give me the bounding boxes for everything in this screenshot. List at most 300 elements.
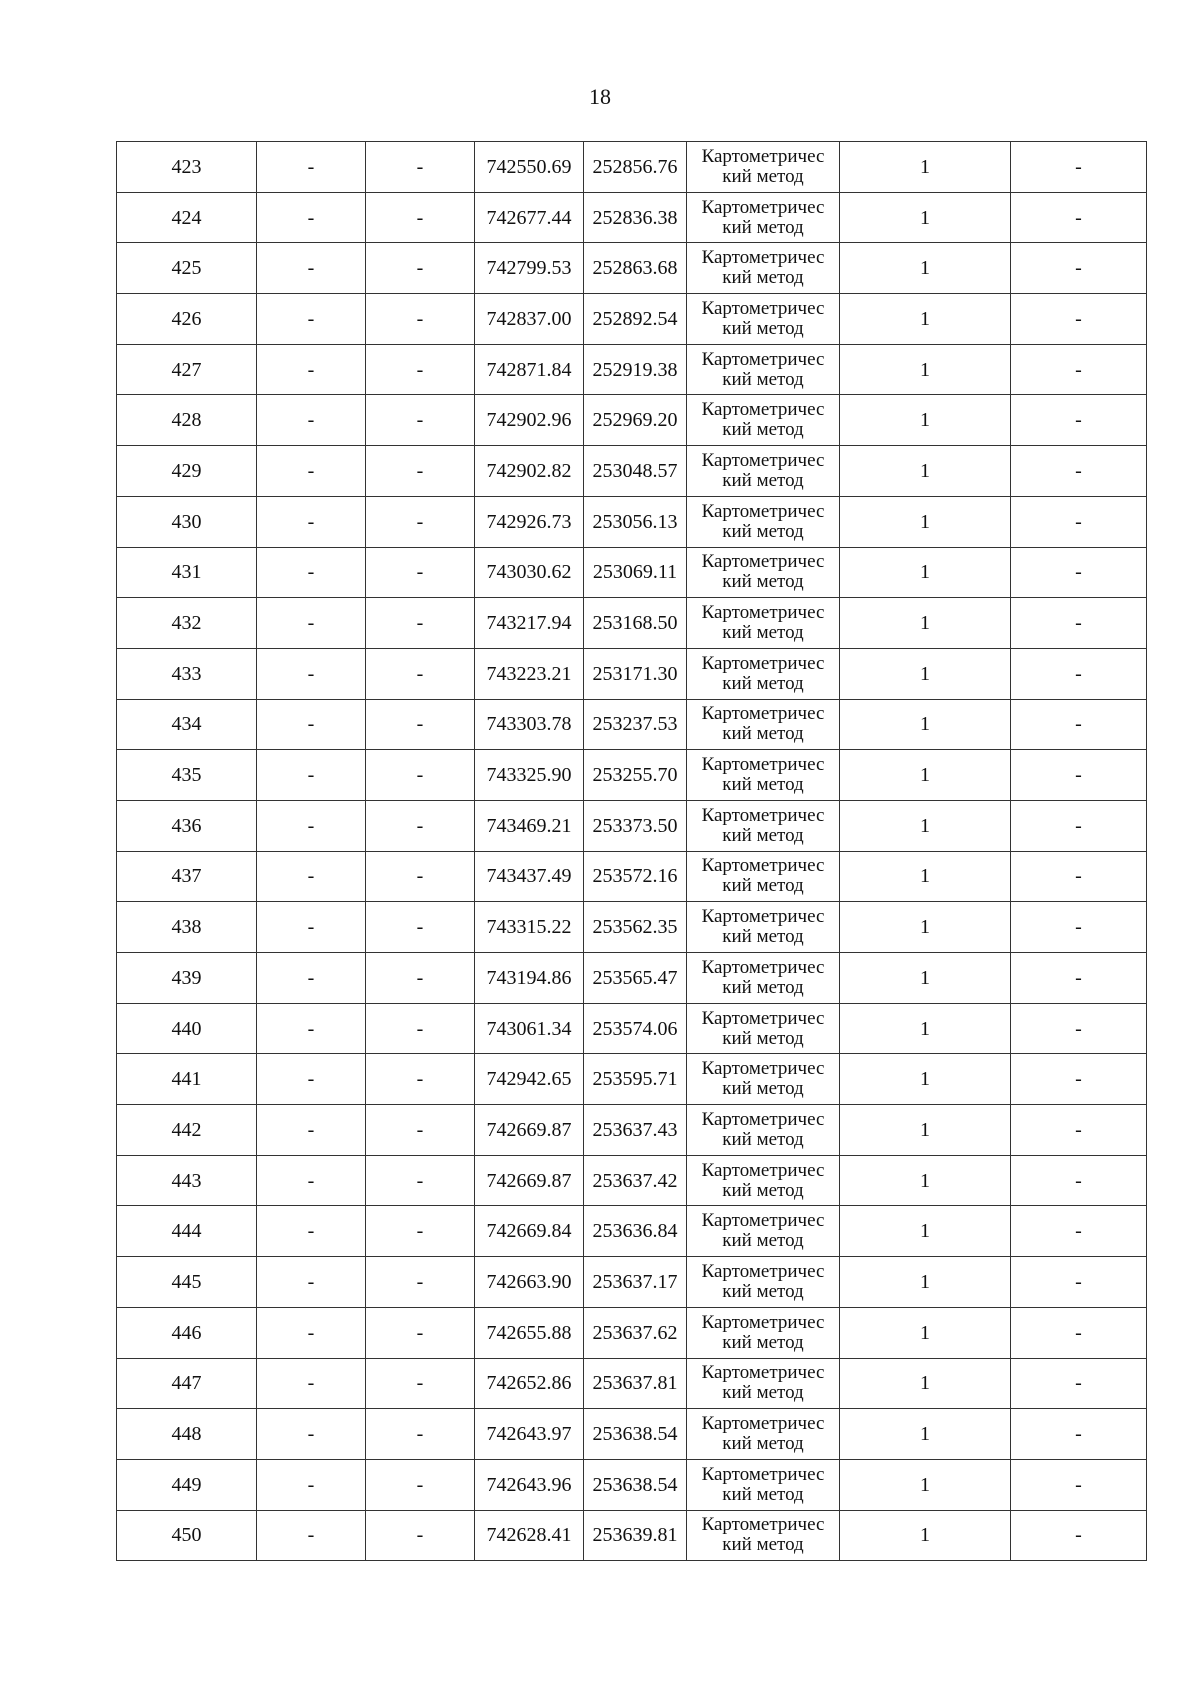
- empty-dash-cell: -: [1011, 192, 1147, 243]
- y-coordinate-cell: 252969.20: [584, 395, 687, 446]
- y-coordinate-cell: 253565.47: [584, 953, 687, 1004]
- point-number-cell: 446: [117, 1307, 257, 1358]
- empty-dash-cell: -: [257, 1105, 366, 1156]
- x-coordinate-cell: 743325.90: [475, 750, 584, 801]
- method-line-1: Картометричес: [701, 500, 825, 522]
- empty-dash-cell: -: [1011, 1358, 1147, 1409]
- accuracy-cell: 1: [840, 547, 1011, 598]
- method-line-1: Картометричес: [701, 1463, 825, 1485]
- x-coordinate-cell: 743194.86: [475, 953, 584, 1004]
- empty-dash-cell: -: [257, 294, 366, 345]
- accuracy-cell: 1: [840, 243, 1011, 294]
- empty-dash-cell: -: [1011, 243, 1147, 294]
- point-number-cell: 444: [117, 1206, 257, 1257]
- method-cell: [687, 800, 840, 851]
- empty-dash-cell: -: [366, 598, 475, 649]
- empty-dash-cell: -: [366, 1003, 475, 1054]
- empty-dash-cell: -: [1011, 446, 1147, 497]
- method-line-2: кий метод: [722, 875, 804, 897]
- table-row: [117, 598, 1147, 649]
- method-cell: [687, 648, 840, 699]
- x-coordinate-cell: 742926.73: [475, 496, 584, 547]
- method-line-1: Картометричес: [701, 1362, 825, 1384]
- x-coordinate-cell: 743469.21: [475, 800, 584, 851]
- method-cell: [687, 699, 840, 750]
- empty-dash-cell: -: [257, 851, 366, 902]
- empty-dash-cell: -: [1011, 1409, 1147, 1460]
- method-cell: [687, 294, 840, 345]
- accuracy-cell: 1: [840, 344, 1011, 395]
- method-cell: [687, 1307, 840, 1358]
- accuracy-cell: 1: [840, 1003, 1011, 1054]
- x-coordinate-cell: 742669.84: [475, 1206, 584, 1257]
- table-row: [117, 1409, 1147, 1460]
- empty-dash-cell: -: [257, 800, 366, 851]
- empty-dash-cell: -: [1011, 547, 1147, 598]
- method-line-1: Картометричес: [701, 348, 825, 370]
- method-cell: [687, 1003, 840, 1054]
- x-coordinate-cell: 742643.96: [475, 1459, 584, 1510]
- point-number-cell: 442: [117, 1105, 257, 1156]
- method-cell: [687, 1155, 840, 1206]
- y-coordinate-cell: 253639.81: [584, 1510, 687, 1561]
- accuracy-cell: 1: [840, 1257, 1011, 1308]
- empty-dash-cell: -: [366, 496, 475, 547]
- y-coordinate-cell: 253255.70: [584, 750, 687, 801]
- method-line-1: Картометричес: [701, 145, 825, 167]
- table-row: [117, 496, 1147, 547]
- method-line-2: кий метод: [722, 824, 804, 846]
- method-line-2: кий метод: [722, 267, 804, 289]
- method-cell: [687, 1459, 840, 1510]
- empty-dash-cell: -: [257, 395, 366, 446]
- empty-dash-cell: -: [257, 1358, 366, 1409]
- accuracy-cell: 1: [840, 800, 1011, 851]
- method-line-1: Картометричес: [701, 754, 825, 776]
- accuracy-cell: 1: [840, 395, 1011, 446]
- empty-dash-cell: -: [1011, 294, 1147, 345]
- method-line-1: Картометричес: [701, 1514, 825, 1536]
- empty-dash-cell: -: [1011, 851, 1147, 902]
- method-cell: [687, 750, 840, 801]
- empty-dash-cell: -: [366, 1510, 475, 1561]
- point-number-cell: 424: [117, 192, 257, 243]
- accuracy-cell: 1: [840, 598, 1011, 649]
- point-number-cell: 432: [117, 598, 257, 649]
- empty-dash-cell: -: [366, 1409, 475, 1460]
- method-line-2: кий метод: [722, 976, 804, 998]
- empty-dash-cell: -: [257, 1003, 366, 1054]
- table-row: [117, 1257, 1147, 1308]
- empty-dash-cell: -: [366, 1257, 475, 1308]
- method-cell: [687, 192, 840, 243]
- point-number-cell: 441: [117, 1054, 257, 1105]
- accuracy-cell: 1: [840, 1459, 1011, 1510]
- x-coordinate-cell: 742669.87: [475, 1155, 584, 1206]
- table-row: [117, 446, 1147, 497]
- method-line-2: кий метод: [722, 622, 804, 644]
- point-number-cell: 436: [117, 800, 257, 851]
- empty-dash-cell: -: [1011, 648, 1147, 699]
- table-row: [117, 1054, 1147, 1105]
- point-number-cell: 433: [117, 648, 257, 699]
- method-cell: [687, 344, 840, 395]
- empty-dash-cell: -: [257, 547, 366, 598]
- empty-dash-cell: -: [366, 1206, 475, 1257]
- method-line-2: кий метод: [722, 571, 804, 593]
- table-row: [117, 344, 1147, 395]
- y-coordinate-cell: 253637.62: [584, 1307, 687, 1358]
- method-cell: [687, 1206, 840, 1257]
- method-cell: [687, 1358, 840, 1409]
- table-row: [117, 1307, 1147, 1358]
- x-coordinate-cell: 743223.21: [475, 648, 584, 699]
- accuracy-cell: 1: [840, 446, 1011, 497]
- accuracy-cell: 1: [840, 1054, 1011, 1105]
- method-line-2: кий метод: [722, 1382, 804, 1404]
- point-number-cell: 426: [117, 294, 257, 345]
- method-line-2: кий метод: [722, 317, 804, 339]
- table-row: [117, 547, 1147, 598]
- empty-dash-cell: -: [1011, 1054, 1147, 1105]
- point-number-cell: 429: [117, 446, 257, 497]
- table-row: [117, 1003, 1147, 1054]
- x-coordinate-cell: 742902.96: [475, 395, 584, 446]
- empty-dash-cell: -: [1011, 750, 1147, 801]
- y-coordinate-cell: 253562.35: [584, 902, 687, 953]
- page-number: 18: [589, 84, 611, 109]
- x-coordinate-cell: 742643.97: [475, 1409, 584, 1460]
- x-coordinate-cell: 743030.62: [475, 547, 584, 598]
- empty-dash-cell: -: [366, 1054, 475, 1105]
- table-row: [117, 1206, 1147, 1257]
- table-row: [117, 699, 1147, 750]
- empty-dash-cell: -: [366, 395, 475, 446]
- table-row: [117, 1459, 1147, 1510]
- method-cell: [687, 395, 840, 446]
- empty-dash-cell: -: [257, 1257, 366, 1308]
- method-cell: [687, 142, 840, 193]
- method-cell: [687, 1257, 840, 1308]
- empty-dash-cell: -: [366, 750, 475, 801]
- method-line-2: кий метод: [722, 1027, 804, 1049]
- x-coordinate-cell: 743315.22: [475, 902, 584, 953]
- method-line-2: кий метод: [722, 1179, 804, 1201]
- empty-dash-cell: -: [257, 648, 366, 699]
- empty-dash-cell: -: [366, 142, 475, 193]
- empty-dash-cell: -: [257, 699, 366, 750]
- method-cell: [687, 1510, 840, 1561]
- y-coordinate-cell: 253638.54: [584, 1459, 687, 1510]
- y-coordinate-cell: 253572.16: [584, 851, 687, 902]
- table-row: [117, 192, 1147, 243]
- method-line-2: кий метод: [722, 672, 804, 694]
- x-coordinate-cell: 742677.44: [475, 192, 584, 243]
- accuracy-cell: 1: [840, 1155, 1011, 1206]
- method-line-1: Картометричес: [701, 551, 825, 573]
- y-coordinate-cell: 253171.30: [584, 648, 687, 699]
- point-number-cell: 431: [117, 547, 257, 598]
- accuracy-cell: 1: [840, 699, 1011, 750]
- y-coordinate-cell: 253637.43: [584, 1105, 687, 1156]
- empty-dash-cell: -: [366, 648, 475, 699]
- method-line-2: кий метод: [722, 520, 804, 542]
- empty-dash-cell: -: [366, 1155, 475, 1206]
- empty-dash-cell: -: [366, 1105, 475, 1156]
- method-line-1: Картометричес: [701, 1108, 825, 1130]
- accuracy-cell: 1: [840, 1358, 1011, 1409]
- empty-dash-cell: -: [366, 953, 475, 1004]
- y-coordinate-cell: 252892.54: [584, 294, 687, 345]
- method-cell: [687, 446, 840, 497]
- point-number-cell: 448: [117, 1409, 257, 1460]
- point-number-cell: 450: [117, 1510, 257, 1561]
- accuracy-cell: 1: [840, 902, 1011, 953]
- table-row: [117, 142, 1147, 193]
- method-line-1: Картометричес: [701, 1311, 825, 1333]
- method-line-2: кий метод: [722, 1483, 804, 1505]
- empty-dash-cell: -: [366, 192, 475, 243]
- point-number-cell: 443: [117, 1155, 257, 1206]
- method-line-1: Картометричес: [701, 196, 825, 218]
- empty-dash-cell: -: [257, 142, 366, 193]
- method-line-2: кий метод: [722, 216, 804, 238]
- point-number-cell: 428: [117, 395, 257, 446]
- accuracy-cell: 1: [840, 1307, 1011, 1358]
- method-line-1: Картометричес: [701, 297, 825, 319]
- method-line-1: Картометричес: [701, 652, 825, 674]
- y-coordinate-cell: 253638.54: [584, 1409, 687, 1460]
- method-line-1: Картометричес: [701, 855, 825, 877]
- empty-dash-cell: -: [1011, 395, 1147, 446]
- empty-dash-cell: -: [1011, 1459, 1147, 1510]
- empty-dash-cell: -: [1011, 598, 1147, 649]
- x-coordinate-cell: 743437.49: [475, 851, 584, 902]
- empty-dash-cell: -: [1011, 142, 1147, 193]
- y-coordinate-cell: 253237.53: [584, 699, 687, 750]
- method-line-1: Картометричес: [701, 247, 825, 269]
- y-coordinate-cell: 253056.13: [584, 496, 687, 547]
- method-line-2: кий метод: [722, 1078, 804, 1100]
- method-line-1: Картометричес: [701, 956, 825, 978]
- point-number-cell: 434: [117, 699, 257, 750]
- coordinates-table: [116, 141, 1147, 1561]
- method-cell: [687, 902, 840, 953]
- method-line-1: Картометричес: [701, 399, 825, 421]
- table-row: [117, 902, 1147, 953]
- y-coordinate-cell: 253637.42: [584, 1155, 687, 1206]
- empty-dash-cell: -: [366, 1358, 475, 1409]
- method-line-1: Картометричес: [701, 804, 825, 826]
- point-number-cell: 438: [117, 902, 257, 953]
- empty-dash-cell: -: [257, 496, 366, 547]
- point-number-cell: 425: [117, 243, 257, 294]
- table-body: [117, 142, 1147, 1561]
- empty-dash-cell: -: [1011, 800, 1147, 851]
- method-line-2: кий метод: [722, 774, 804, 796]
- method-cell: [687, 243, 840, 294]
- table-row: [117, 1510, 1147, 1561]
- y-coordinate-cell: 253574.06: [584, 1003, 687, 1054]
- y-coordinate-cell: 253373.50: [584, 800, 687, 851]
- method-line-1: Картометричес: [701, 703, 825, 725]
- method-cell: [687, 1105, 840, 1156]
- empty-dash-cell: -: [257, 1155, 366, 1206]
- table-row: [117, 1155, 1147, 1206]
- table-row: [117, 851, 1147, 902]
- empty-dash-cell: -: [257, 1409, 366, 1460]
- empty-dash-cell: -: [257, 598, 366, 649]
- method-cell: [687, 598, 840, 649]
- table-row: [117, 750, 1147, 801]
- x-coordinate-cell: 742902.82: [475, 446, 584, 497]
- accuracy-cell: 1: [840, 142, 1011, 193]
- table-row: [117, 1105, 1147, 1156]
- empty-dash-cell: -: [1011, 1003, 1147, 1054]
- accuracy-cell: 1: [840, 1206, 1011, 1257]
- empty-dash-cell: -: [366, 1459, 475, 1510]
- empty-dash-cell: -: [1011, 1105, 1147, 1156]
- accuracy-cell: 1: [840, 192, 1011, 243]
- method-line-2: кий метод: [722, 165, 804, 187]
- method-line-1: Картометричес: [701, 1210, 825, 1232]
- point-number-cell: 447: [117, 1358, 257, 1409]
- empty-dash-cell: -: [366, 243, 475, 294]
- point-number-cell: 439: [117, 953, 257, 1004]
- empty-dash-cell: -: [257, 344, 366, 395]
- accuracy-cell: 1: [840, 1409, 1011, 1460]
- table-row: [117, 648, 1147, 699]
- point-number-cell: 437: [117, 851, 257, 902]
- point-number-cell: 445: [117, 1257, 257, 1308]
- method-line-2: кий метод: [722, 368, 804, 390]
- method-cell: [687, 496, 840, 547]
- method-line-1: Картометричес: [701, 449, 825, 471]
- empty-dash-cell: -: [257, 446, 366, 497]
- empty-dash-cell: -: [1011, 1206, 1147, 1257]
- empty-dash-cell: -: [257, 902, 366, 953]
- y-coordinate-cell: 253637.17: [584, 1257, 687, 1308]
- y-coordinate-cell: 252856.76: [584, 142, 687, 193]
- method-line-1: Картометричес: [701, 1260, 825, 1282]
- x-coordinate-cell: 742550.69: [475, 142, 584, 193]
- x-coordinate-cell: 742799.53: [475, 243, 584, 294]
- method-line-1: Картометричес: [701, 1058, 825, 1080]
- empty-dash-cell: -: [366, 902, 475, 953]
- point-number-cell: 435: [117, 750, 257, 801]
- method-line-2: кий метод: [722, 1280, 804, 1302]
- empty-dash-cell: -: [366, 446, 475, 497]
- method-line-1: Картометричес: [701, 1413, 825, 1435]
- point-number-cell: 423: [117, 142, 257, 193]
- x-coordinate-cell: 742871.84: [475, 344, 584, 395]
- x-coordinate-cell: 743303.78: [475, 699, 584, 750]
- y-coordinate-cell: 252919.38: [584, 344, 687, 395]
- y-coordinate-cell: 253637.81: [584, 1358, 687, 1409]
- accuracy-cell: 1: [840, 496, 1011, 547]
- method-cell: [687, 547, 840, 598]
- empty-dash-cell: -: [1011, 1257, 1147, 1308]
- y-coordinate-cell: 253168.50: [584, 598, 687, 649]
- method-line-1: Картометричес: [701, 906, 825, 928]
- method-line-2: кий метод: [722, 1128, 804, 1150]
- method-line-2: кий метод: [722, 1331, 804, 1353]
- x-coordinate-cell: 743061.34: [475, 1003, 584, 1054]
- table-row: [117, 1358, 1147, 1409]
- table-row: [117, 395, 1147, 446]
- empty-dash-cell: -: [1011, 902, 1147, 953]
- empty-dash-cell: -: [366, 344, 475, 395]
- accuracy-cell: 1: [840, 953, 1011, 1004]
- empty-dash-cell: -: [257, 953, 366, 1004]
- empty-dash-cell: -: [257, 243, 366, 294]
- y-coordinate-cell: 253048.57: [584, 446, 687, 497]
- empty-dash-cell: -: [366, 800, 475, 851]
- empty-dash-cell: -: [1011, 496, 1147, 547]
- method-line-2: кий метод: [722, 469, 804, 491]
- method-line-2: кий метод: [722, 1230, 804, 1252]
- point-number-cell: 427: [117, 344, 257, 395]
- x-coordinate-cell: 742628.41: [475, 1510, 584, 1561]
- method-cell: [687, 851, 840, 902]
- x-coordinate-cell: 742655.88: [475, 1307, 584, 1358]
- empty-dash-cell: -: [257, 1459, 366, 1510]
- empty-dash-cell: -: [1011, 1155, 1147, 1206]
- y-coordinate-cell: 252836.38: [584, 192, 687, 243]
- table-row: [117, 243, 1147, 294]
- point-number-cell: 449: [117, 1459, 257, 1510]
- point-number-cell: 430: [117, 496, 257, 547]
- empty-dash-cell: -: [257, 1054, 366, 1105]
- y-coordinate-cell: 252863.68: [584, 243, 687, 294]
- x-coordinate-cell: 742663.90: [475, 1257, 584, 1308]
- empty-dash-cell: -: [257, 1510, 366, 1561]
- y-coordinate-cell: 253069.11: [584, 547, 687, 598]
- x-coordinate-cell: 743217.94: [475, 598, 584, 649]
- empty-dash-cell: -: [257, 1307, 366, 1358]
- empty-dash-cell: -: [1011, 953, 1147, 1004]
- empty-dash-cell: -: [1011, 1510, 1147, 1561]
- method-line-1: Картометричес: [701, 602, 825, 624]
- empty-dash-cell: -: [366, 699, 475, 750]
- method-line-2: кий метод: [722, 1433, 804, 1455]
- accuracy-cell: 1: [840, 648, 1011, 699]
- method-line-1: Картометричес: [701, 1159, 825, 1181]
- method-line-1: Картометричес: [701, 1007, 825, 1029]
- empty-dash-cell: -: [1011, 699, 1147, 750]
- empty-dash-cell: -: [1011, 344, 1147, 395]
- accuracy-cell: 1: [840, 294, 1011, 345]
- x-coordinate-cell: 742942.65: [475, 1054, 584, 1105]
- empty-dash-cell: -: [257, 750, 366, 801]
- table-row: [117, 953, 1147, 1004]
- method-cell: [687, 1054, 840, 1105]
- empty-dash-cell: -: [366, 851, 475, 902]
- point-number-cell: 440: [117, 1003, 257, 1054]
- accuracy-cell: 1: [840, 1105, 1011, 1156]
- accuracy-cell: 1: [840, 1510, 1011, 1561]
- method-line-2: кий метод: [722, 926, 804, 948]
- table-row: [117, 800, 1147, 851]
- method-line-2: кий метод: [722, 723, 804, 745]
- x-coordinate-cell: 742669.87: [475, 1105, 584, 1156]
- method-line-2: кий метод: [722, 419, 804, 441]
- x-coordinate-cell: 742652.86: [475, 1358, 584, 1409]
- empty-dash-cell: -: [366, 547, 475, 598]
- method-cell: [687, 1409, 840, 1460]
- y-coordinate-cell: 253595.71: [584, 1054, 687, 1105]
- empty-dash-cell: -: [257, 192, 366, 243]
